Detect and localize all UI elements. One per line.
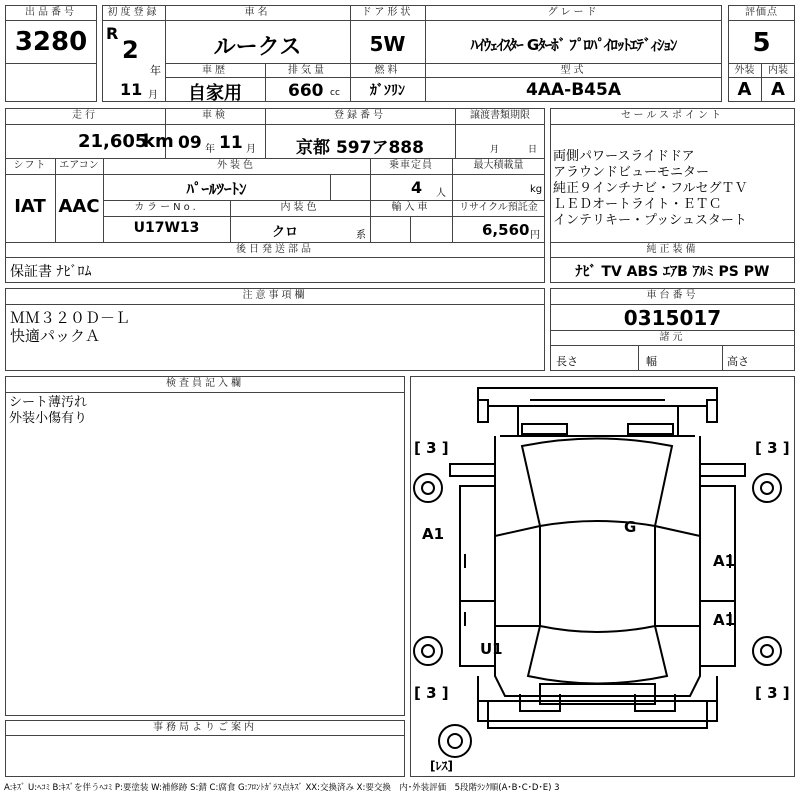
int-label: 内装 — [768, 65, 788, 76]
cc-unit: cc — [330, 88, 340, 98]
divider — [5, 392, 405, 393]
divider — [550, 242, 795, 243]
divider — [5, 158, 545, 159]
inspection-year-unit: 年 — [205, 144, 215, 155]
divider — [102, 20, 722, 21]
door-type: 5W — [369, 32, 406, 56]
mileage-label: 走行 — [72, 110, 98, 121]
km-unit: km — [143, 131, 174, 152]
tire-mark-front-left: [ 3 ] — [414, 439, 449, 457]
car-history: 自家用 — [188, 83, 242, 104]
first-reg-year: 2 — [122, 36, 139, 64]
capacity: 4 — [411, 178, 423, 197]
month-unit: 月 — [148, 90, 158, 101]
divider — [330, 174, 331, 200]
divider — [5, 174, 103, 175]
divider — [410, 216, 411, 242]
registration-label: 登録番号 — [334, 110, 386, 121]
sales-points-label: セールスポイント — [620, 110, 725, 121]
divider — [550, 304, 795, 305]
door-label: ドア形状 — [361, 7, 414, 18]
sales-point-item: 両側パワースライドドア — [553, 149, 695, 164]
spare-tire-mark: [ﾚｽ] — [430, 759, 453, 773]
divider — [5, 242, 545, 243]
tire-mark-rear-right: [ 3 ] — [755, 684, 790, 702]
model: 4AA-B45A — [526, 80, 621, 100]
damage-marks — [414, 439, 790, 773]
divider — [103, 174, 545, 175]
later-parts: 保証書 ﾅﾋﾞﾛﾑ — [10, 264, 92, 280]
chassis-number: 0315017 — [623, 306, 722, 330]
equipment-label: 純正装備 — [646, 244, 699, 255]
max-load-label: 最大積載量 — [473, 160, 524, 171]
displacement: 660 — [288, 81, 324, 101]
lot-number: 3280 — [14, 27, 88, 57]
damage-a1-left: A1 — [422, 525, 445, 543]
ac-label: エアコン — [59, 160, 99, 171]
later-parts-label: 後日発送部品 — [236, 244, 314, 255]
divider — [550, 345, 795, 346]
car-name-label: 車名 — [244, 7, 271, 18]
divider — [728, 20, 795, 21]
color-number: U17W13 — [133, 220, 200, 236]
tire-mark-rear-left: [ 3 ] — [414, 684, 449, 702]
width-label: 幅 — [646, 355, 657, 368]
divider — [550, 124, 795, 125]
divider — [103, 216, 545, 217]
transfer-docs-label: 譲渡書類期限 — [470, 110, 530, 121]
divider — [5, 304, 545, 305]
grade-label: グレード — [547, 7, 600, 18]
load-unit: kg — [530, 184, 543, 195]
notes-line: ＭＭ３２０Ｄ－Ｌ — [10, 309, 131, 327]
inspector-notes — [9, 395, 87, 427]
inspection-month: 11 — [219, 133, 243, 153]
legend: A:ｷｽﾞ U:ﾍｺﾐ B:ｷｽﾞを伴うﾍｺﾐ P:要塗装 W:補修跡 S:錆 C:腐食 G:ﾌﾛﾝﾄｶﾞﾗｽ点ｷｽﾞ XX:交換済み X:要交換 内･外装評価 5段階ﾗﾝｸ順(A･B･C･D･E) 3 — [4, 783, 560, 793]
sales-point-item: インテリキー・プッシュスタート — [553, 213, 747, 228]
inspector-line: 外装小傷有り — [9, 411, 88, 426]
divider — [103, 200, 545, 201]
first-reg-month: 11 — [120, 80, 143, 99]
int-grade: A — [771, 79, 785, 100]
car-outline — [450, 388, 745, 728]
model-label: 型式 — [560, 65, 587, 76]
length-label: 長さ — [556, 355, 578, 368]
interior-color-unit: 系 — [356, 230, 366, 241]
office-label: 事務局よりご案内 — [153, 722, 257, 733]
equipment-list: ﾅﾋﾞ TV ABS ｴｱB ｱﾙﾐ PS PW — [575, 264, 770, 280]
grade: ﾊｲｳｪｲｽﾀｰ Gﾀｰﾎﾞ ﾌﾟﾛﾊﾟｲﾛｯﾄｴﾃﾞｨｼｮﾝ — [470, 36, 677, 54]
height-label: 高さ — [727, 355, 749, 368]
divider — [5, 735, 405, 736]
first-reg-label: 初度登録 — [107, 7, 160, 18]
fuel: ｶﾞｿﾘﾝ — [370, 83, 405, 99]
fuel-label: 燃料 — [374, 65, 401, 76]
damage-a1-right-front: A1 — [713, 552, 736, 570]
sales-point-item: ＬＥＤオートライト・ＥＴＣ — [553, 197, 722, 212]
interior-color-label: 内装色 — [280, 202, 320, 213]
notes-line: 快適パックＡ — [10, 327, 101, 345]
damage-u1: U1 — [480, 640, 503, 658]
tire-mark-front-right: [ 3 ] — [755, 439, 790, 457]
notes-label: 注意事項欄 — [242, 290, 308, 301]
divider — [5, 63, 97, 64]
divider — [722, 345, 723, 371]
displacement-label: 排気量 — [288, 65, 327, 76]
divider — [550, 330, 795, 331]
divider — [5, 20, 97, 21]
history-label: 車歴 — [202, 65, 228, 76]
score-label: 評価点 — [745, 7, 778, 18]
divider — [165, 63, 722, 64]
color-no-label: カラーNo. — [134, 202, 199, 213]
divider — [638, 345, 639, 371]
color-label: 外装色 — [217, 160, 256, 171]
divider — [5, 257, 545, 258]
inspector-line: シート薄汚れ — [9, 395, 88, 410]
yen-unit: 円 — [530, 230, 540, 241]
sales-point-list — [553, 149, 747, 229]
recycle-deposit: 6,560 — [482, 221, 530, 239]
chassis-label: 車台番号 — [646, 290, 699, 301]
interior-color: クロ — [271, 225, 298, 240]
divider — [5, 124, 545, 125]
inspector-box — [5, 376, 405, 716]
inspection-label: 車検 — [202, 110, 228, 121]
inspection-month-unit: 月 — [246, 144, 256, 155]
car-name: ルークス — [213, 35, 302, 60]
transfer-month-unit: 月 — [490, 145, 500, 155]
sales-point-item: アラウンドビューモニター — [553, 165, 710, 180]
shift: IAT — [14, 196, 46, 217]
registration-number: 京都 597ア888 — [296, 138, 424, 158]
damage-a1-right-rear: A1 — [713, 611, 736, 629]
sales-point-item: 純正９インチナビ・フルセグＴＶ — [553, 181, 748, 196]
import-label: 輸入車 — [391, 202, 431, 213]
divider — [165, 77, 722, 78]
spec-label: 諸元 — [659, 332, 686, 343]
air-conditioner: AAC — [58, 196, 100, 217]
exterior-color: ﾊﾟｰﾙﾂｰﾄﾝ — [186, 180, 247, 198]
year-unit: 年 — [150, 64, 161, 77]
car-diagram — [410, 376, 795, 777]
capacity-unit: 人 — [436, 188, 446, 199]
inspection-year: 09 — [178, 133, 202, 153]
inspector-label: 検査員記入欄 — [166, 378, 244, 389]
recycle-label: リサイクル預託金 — [459, 202, 538, 213]
damage-g-windshield: G — [624, 518, 637, 536]
capacity-label: 乗車定員 — [389, 160, 433, 171]
shift-label: シフト — [13, 160, 47, 171]
score: 5 — [752, 28, 771, 58]
transfer-day-unit: 日 — [528, 145, 538, 155]
lot-number-label: 出品番号 — [25, 7, 77, 18]
mileage: 21,605 — [78, 131, 148, 152]
ext-grade: A — [737, 79, 752, 100]
era: R — [106, 24, 119, 43]
divider — [550, 257, 795, 258]
ext-label: 外装 — [734, 65, 755, 76]
notes-text — [10, 309, 130, 345]
